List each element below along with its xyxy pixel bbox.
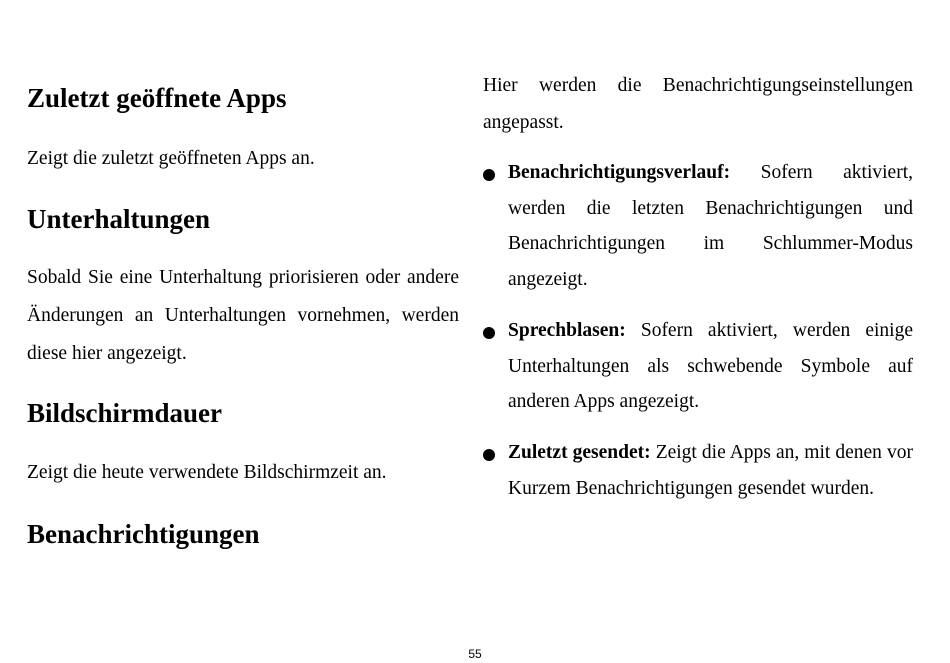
bullet-dot-icon <box>483 327 495 339</box>
section-heading-conversations: Unterhaltungen <box>27 204 211 234</box>
section-heading-notifications: Benachrichtigungen <box>27 519 260 549</box>
bullet-term: Zuletzt gesendet: <box>508 442 651 463</box>
bullet-description: Zeigt die Apps an, mit denen vor Kurzem Benachrichtigungen gesendet wurden. <box>508 442 913 499</box>
section-body-screen-time: Zeigt die heute verwendete Bildschirmzeit an. <box>27 462 387 483</box>
bullet-notification-history <box>483 155 913 297</box>
bullet-bubbles <box>483 313 913 420</box>
bullet-term: Benachrichtigungsverlauf: <box>508 162 731 183</box>
section-heading-recent-apps: Zuletzt geöffnete Apps <box>27 83 287 113</box>
bullet-text <box>508 435 913 506</box>
section-heading-screen-time: Bildschirmdauer <box>27 398 223 428</box>
bullet-recently-sent <box>483 435 913 506</box>
bullet-text <box>508 313 913 420</box>
bullet-description: Sofern aktiviert, werden einige Unterhaltungen als schwebende Symbole auf anderen Apps angezeigt. <box>508 320 913 412</box>
bullet-description: Sofern aktiviert, werden die letzten Benachrichtigungen und Benachrichtigungen im Schlummer-Modus angezeigt. <box>508 162 913 290</box>
notifications-intro: Hier werden die Benachrichtigungseinstellungen angepasst. <box>483 75 913 133</box>
section-body-recent-apps: Zeigt die zuletzt geöffneten Apps an. <box>27 148 315 169</box>
page-number: 55 <box>468 647 482 661</box>
bullet-dot-icon <box>483 169 495 181</box>
bullet-text <box>508 155 913 297</box>
bullet-dot-icon <box>483 449 495 461</box>
bullet-term: Sprechblasen: <box>508 320 626 341</box>
section-body-conversations: Sobald Sie eine Unterhaltung priorisieren oder andere Änderungen an Unterhaltungen vornehmen, werden diese hier angezeigt. <box>27 267 459 364</box>
